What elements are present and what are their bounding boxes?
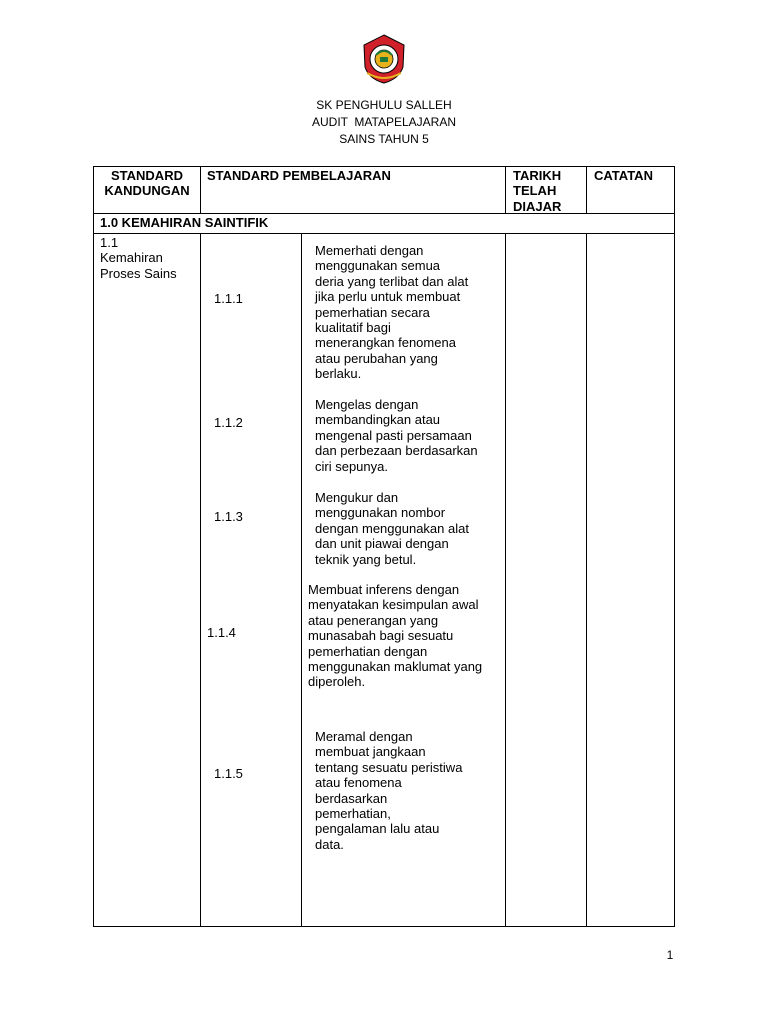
- school-name: SK PENGHULU SALLEH: [316, 98, 452, 112]
- item-code: 1.1.4: [207, 625, 236, 640]
- header-catatan: CATATAN: [594, 168, 653, 183]
- item-code: 1.1.5: [214, 766, 243, 781]
- col-divider: [586, 167, 587, 214]
- school-crest-logo: [359, 33, 409, 85]
- item-text: Mengukur dan menggunakan nombor dengan menggunakan alat dan unit piawai dengan teknik yang betul.: [315, 490, 469, 567]
- col-divider: [505, 233, 506, 926]
- col-divider: [200, 233, 201, 926]
- header-tarikh-telah-diajar: TARIKH TELAH DIAJAR: [513, 168, 562, 214]
- col-divider: [200, 167, 201, 214]
- page-number: 1: [666, 948, 674, 962]
- content-standard: 1.1 Kemahiran Proses Sains: [100, 235, 177, 281]
- row-divider: [94, 213, 674, 214]
- subject-title: SAINS TAHUN 5: [339, 132, 429, 146]
- audit-title: AUDIT MATAPELAJARAN: [311, 115, 457, 129]
- item-code: 1.1.3: [214, 509, 243, 524]
- row-divider: [94, 233, 674, 234]
- col-divider: [505, 167, 506, 214]
- item-text: Mengelas dengan membandingkan atau mengenal pasti persamaan dan perbezaan berdasarkan ciri sepunya.: [315, 397, 478, 474]
- col-divider: [301, 233, 302, 926]
- section-title: 1.0 KEMAHIRAN SAINTIFIK: [100, 215, 269, 230]
- item-text: Memerhati dengan menggunakan semua deria yang terlibat dan alat jika perlu untuk membuat pemerhatian secara kualitatif bagi menerangkan fenomena atau perubahan yang berlaku.: [315, 243, 469, 382]
- item-code: 1.1.1: [214, 291, 243, 306]
- col-divider: [586, 233, 587, 926]
- item-text: Meramal dengan membuat jangkaan tentang sesuatu peristiwa atau fenomena berdasarkan pemerhatian, pengalaman lalu atau data.: [315, 729, 463, 852]
- header-standard-kandungan: STANDARD KANDUNGAN: [104, 168, 190, 199]
- item-code: 1.1.2: [214, 415, 243, 430]
- item-text: Membuat inferens dengan menyatakan kesimpulan awal atau penerangan yang munasabah bagi sesuatu pemerhatian dengan menggunakan maklumat yang diperoleh.: [308, 582, 483, 690]
- header-standard-pembelajaran: STANDARD PEMBELAJARAN: [207, 168, 391, 183]
- audit-table: [93, 166, 675, 927]
